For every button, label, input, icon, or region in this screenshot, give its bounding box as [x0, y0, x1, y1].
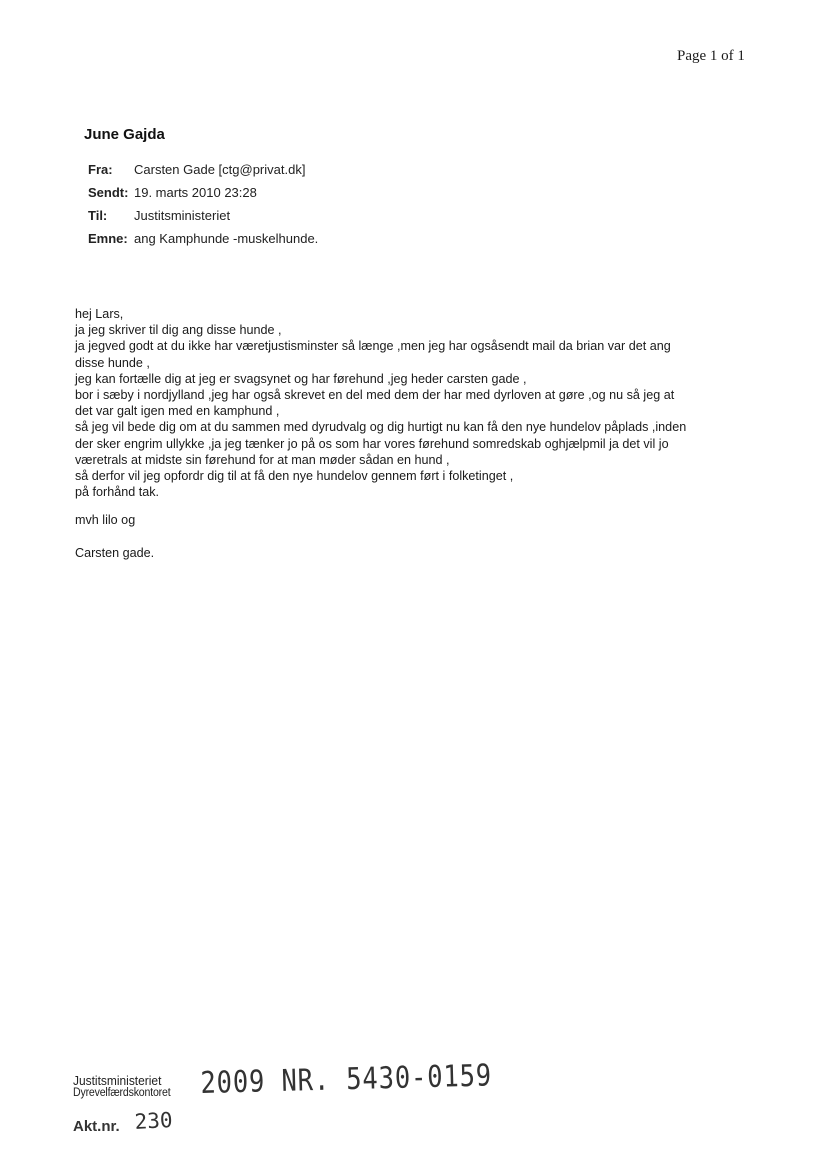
sent-value: 19. marts 2010 23:28 [134, 185, 257, 200]
subject-value: ang Kamphunde -muskelhunde. [134, 231, 319, 246]
handwritten-akt-number: 230 [134, 1108, 174, 1134]
body-line: det var galt igen med en kamphund , [75, 404, 280, 419]
sender-name-heading: June Gajda [84, 126, 165, 143]
subject-row [88, 231, 318, 254]
to-row [88, 208, 318, 231]
subject-label: Emne: [88, 231, 128, 246]
body-line: disse hunde , [75, 355, 150, 370]
body-line: der sker engrim ullykke ,ja jeg tænker jo på os som har vores førehund somredskab oghjælpmil ja det vil jo [75, 436, 669, 451]
closing-line: mvh lilo og [75, 513, 136, 527]
from-label: Fra: [88, 162, 113, 177]
sent-row [88, 185, 318, 208]
ministry-stamp [73, 1075, 170, 1099]
body-line: bor i sæby i nordjylland ,jeg har også skrevet en del med dem der har med dyrloven at gøre ,og nu så jeg at [75, 388, 675, 403]
akt-number-label: Akt.nr. [73, 1118, 120, 1135]
from-value: Carsten Gade [ctg@privat.dk] [134, 162, 306, 177]
email-header-table [88, 162, 318, 254]
to-value: Justitsministeriet [134, 208, 231, 223]
page-indicator: Page 1 of 1 [677, 48, 745, 64]
sent-label: Sendt: [88, 185, 129, 200]
signature-line: Carsten gade. [75, 546, 155, 560]
handwritten-case-number: 2009 NR. 5430-0159 [200, 1058, 493, 1101]
email-body [75, 306, 765, 500]
body-line: væretrals at midste sin førehund for at man møder sådan en hund , [75, 452, 450, 467]
body-line: på forhånd tak. [75, 485, 160, 500]
body-line: ja jegved godt at du ikke har væretjustisminster så længe ,men jeg har ogsåsendt mail da brian var det ang [75, 339, 671, 354]
stamp-org-line: Justitsministeriet [73, 1073, 162, 1088]
body-line: hej Lars, [75, 307, 124, 321]
to-label: Til: [88, 208, 108, 223]
body-line: jeg kan fortælle dig at jeg er svagsynet og har førehund ,jeg heder carsten gade , [75, 371, 527, 386]
body-line: så derfor vil jeg opfordr dig til at få den nye hundelov gennem ført i folketinget , [75, 469, 514, 484]
stamp-dept-line: Dyrevelfærdskontoret [73, 1087, 171, 1099]
body-line: ja jeg skriver til dig ang disse hunde , [75, 323, 282, 338]
body-line: så jeg vil bede dig om at du sammen med dyrudvalg og dig hurtigt nu kan få den nye hundelov påplads ,inden [75, 420, 687, 435]
from-row [88, 162, 318, 185]
